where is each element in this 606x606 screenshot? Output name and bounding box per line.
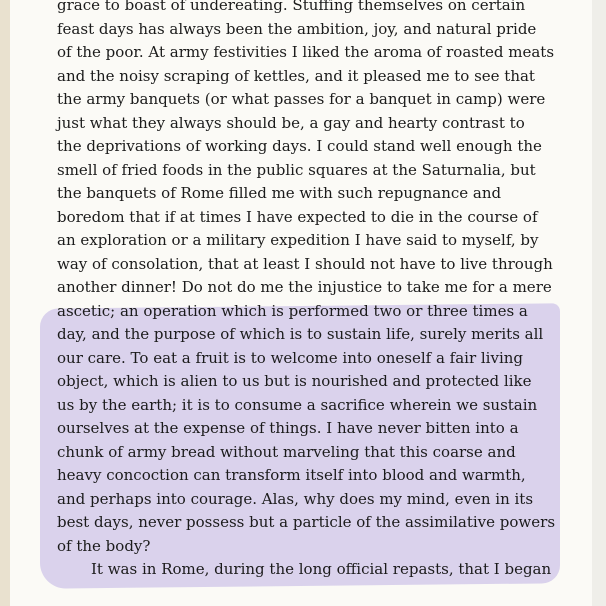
- text-line: just what they always should be, a gay and hearty contrast to: [57, 113, 525, 132]
- text-line: an exploration or a military expedition I have said to myself, by: [57, 231, 539, 249]
- text-line: and perhaps into courage. Alas, why does my mind, even in its: [57, 489, 534, 508]
- text-line: object, which is alien to us but is nourished and protected like: [57, 372, 532, 390]
- text-line: and the noisy scraping of kettles, and it pleased me to see that: [57, 66, 535, 85]
- right-page-edge: [592, 0, 606, 606]
- text-line: us by the earth; it is to consume a sacrifice wherein we sustain: [57, 395, 538, 414]
- text-line: the banquets of Rome filled me with such repugnance and: [57, 184, 502, 202]
- text-line: our care. To eat a fruit is to welcome into oneself a fair living: [57, 348, 524, 367]
- text-line: day, and the purpose of which is to sustain life, surely merits all: [57, 325, 544, 343]
- text-line: another dinner! Do not do me the injustice to take me for a mere: [57, 278, 552, 296]
- text-line: smell of fried foods in the public squares at the Saturnalia, but: [57, 160, 536, 179]
- book-page-text: [57, 0, 556, 582]
- text-line: way of consolation, that at least I should not have to live through: [57, 254, 553, 273]
- paragraph-start-line: It was in Rome, during the long official repasts, that I began: [91, 560, 552, 578]
- text-line: boredom that if at times I have expected to die in the course of: [57, 207, 538, 226]
- text-line: the deprivations of working days. I could stand well enough the: [57, 137, 542, 155]
- text-line: best days, never possess but a particle of the assimilative powers: [57, 513, 556, 531]
- text-line: of the body?: [57, 536, 151, 555]
- left-page-edge: [0, 0, 10, 606]
- text-line: ascetic; an operation which is performed two or three times a: [57, 301, 528, 320]
- text-line: heavy concoction can transform itself into blood and warmth,: [57, 466, 526, 484]
- text-line: chunk of army bread without marveling that this coarse and: [57, 442, 516, 461]
- text-line: feast days has always been the ambition, joy, and natural pride: [57, 19, 537, 38]
- text-line: grace to boast of undereating. Stuffing themselves on certain: [57, 0, 526, 14]
- text-line: of the poor. At army festivities I liked the aroma of roasted meats: [57, 43, 555, 61]
- text-line: ourselves at the expense of things. I have never bitten into a: [57, 419, 519, 437]
- text-line: the army banquets (or what passes for a banquet in camp) were: [57, 90, 546, 108]
